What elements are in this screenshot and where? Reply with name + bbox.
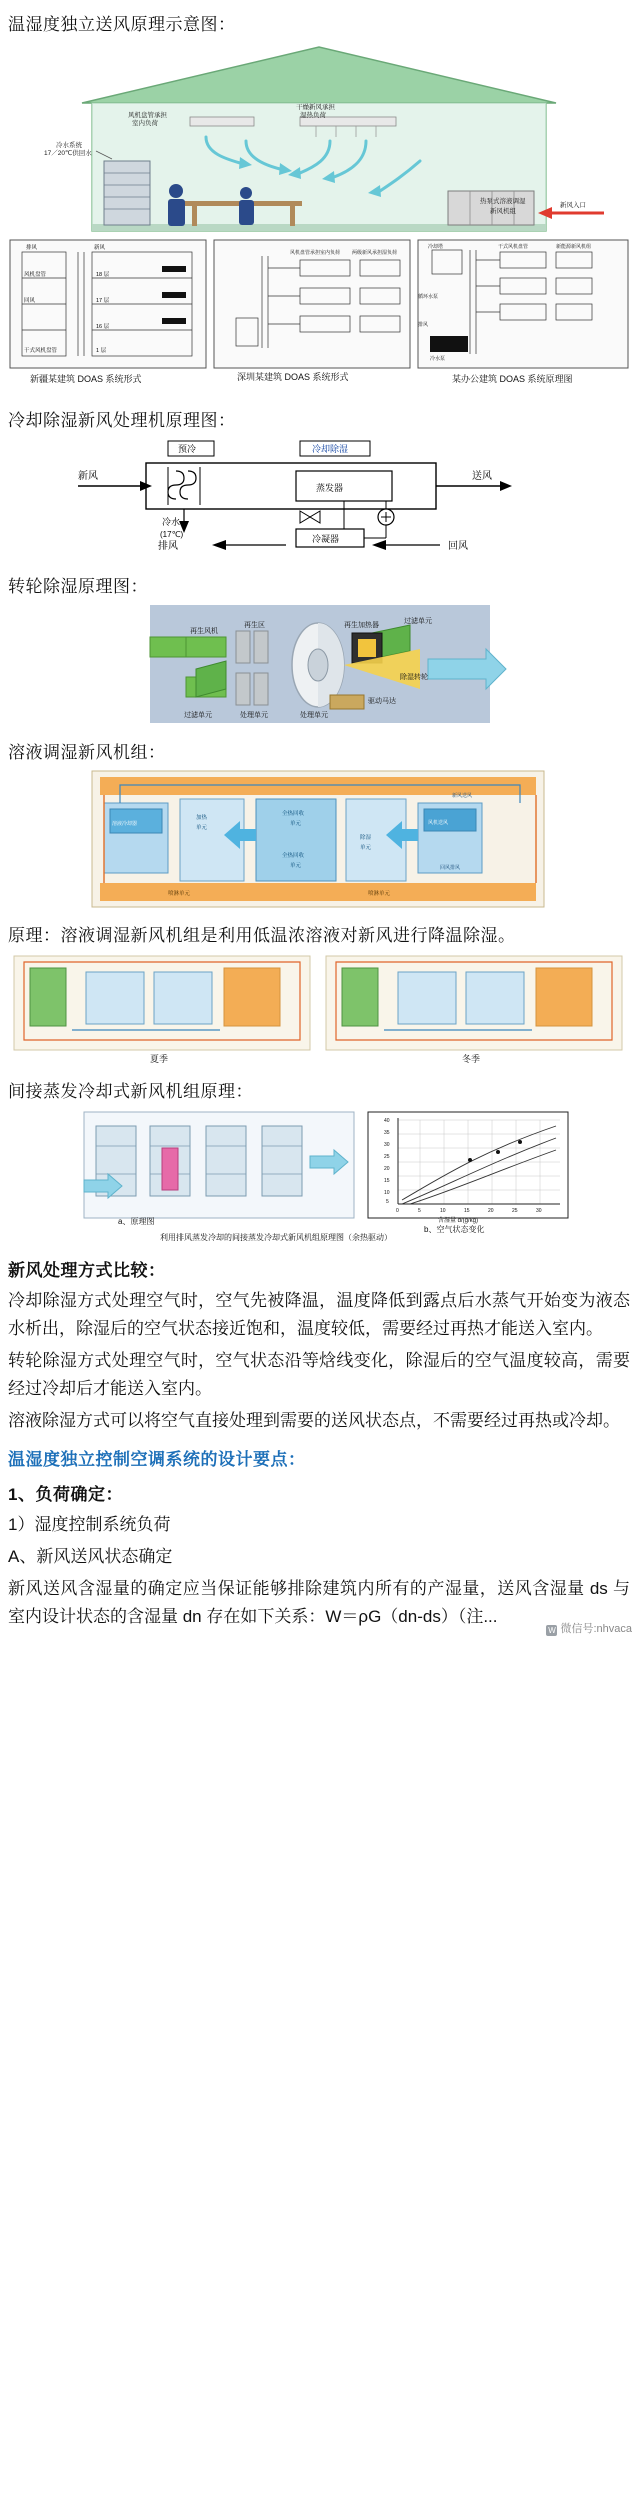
svg-text:利用排风蒸发冷却的间接蒸发冷却式新风机组原理图（余热驱动）: 利用排风蒸发冷却的间接蒸发冷却式新风机组原理图（余热驱动） <box>160 1233 392 1242</box>
paragraph-cooling-dehum: 冷却除湿方式处理空气时，空气先被降温，温度降低到露点后水蒸气开始变为液态水析出，除湿后的空气状态接近饱和，温度较低，需要经过再热才能送入室内。 <box>8 1291 630 1338</box>
svg-text:加热: 加热 <box>196 815 208 821</box>
svg-text:风机送风: 风机送风 <box>428 820 449 826</box>
svg-text:全热回收: 全热回收 <box>282 853 305 859</box>
heading-8: 温湿度独立控制空调系统的设计要点： <box>8 1450 306 1469</box>
heading-4: 溶液调湿新风机组： <box>8 743 166 762</box>
svg-text:除湿: 除湿 <box>360 835 372 841</box>
svg-text:冷水: 冷水 <box>162 517 181 527</box>
svg-text:新风送风: 新风送风 <box>452 793 473 799</box>
svg-text:回风排风: 回风排风 <box>440 865 461 871</box>
heading-9: 1、负荷确定： <box>8 1485 123 1504</box>
svg-text:5: 5 <box>418 1208 421 1214</box>
svg-text:风机盘管承担室内负荷: 风机盘管承担室内负荷 <box>290 250 341 256</box>
svg-text:再生风机: 再生风机 <box>190 628 218 635</box>
svg-text:风机盘管承担: 风机盘管承担 <box>128 112 167 119</box>
svg-text:新风机组: 新风机组 <box>490 208 516 215</box>
svg-text:溶液冷却器: 溶液冷却器 <box>112 821 138 827</box>
svg-text:30: 30 <box>384 1142 390 1148</box>
svg-text:深圳某建筑 DOAS 系统形式: 深圳某建筑 DOAS 系统形式 <box>237 372 349 382</box>
svg-text:冷凝器: 冷凝器 <box>312 534 340 544</box>
svg-text:热泵式溶液调湿: 热泵式溶液调湿 <box>480 198 526 205</box>
svg-text:冷却除湿: 冷却除湿 <box>312 444 349 454</box>
svg-text:5: 5 <box>386 1199 389 1205</box>
heading-5: 原理：溶液调湿新风机组是利用低温浓溶液对新风进行降温除湿。 <box>8 926 516 945</box>
svg-text:冷却塔: 冷却塔 <box>428 244 444 250</box>
svg-text:35: 35 <box>384 1130 390 1136</box>
svg-text:新能源新风机组: 新能源新风机组 <box>556 244 592 250</box>
svg-text:喷淋单元: 喷淋单元 <box>368 891 391 897</box>
svg-text:(17℃): (17℃) <box>160 530 184 539</box>
svg-text:处理单元: 处理单元 <box>240 712 268 719</box>
svg-text:处理单元: 处理单元 <box>300 712 328 719</box>
figure-house-schematic <box>0 41 638 236</box>
svg-text:冷水系统: 冷水系统 <box>56 142 82 149</box>
figure-indirect-evaporative <box>0 1108 638 1246</box>
svg-text:全热回收: 全热回收 <box>282 811 305 817</box>
svg-text:排风: 排风 <box>158 541 178 552</box>
svg-text:16 层: 16 层 <box>96 324 110 330</box>
svg-text:干式风机盘管: 干式风机盘管 <box>24 348 58 354</box>
svg-text:两级新风承担湿负荷: 两级新风承担湿负荷 <box>352 250 398 256</box>
heading-2: 冷却除湿新风处理机原理图： <box>8 411 236 430</box>
svg-text:a、原理图: a、原理图 <box>118 1217 155 1226</box>
heading-3: 转轮除湿原理图： <box>8 577 148 596</box>
svg-text:单元: 单元 <box>196 825 208 831</box>
svg-text:1 层: 1 层 <box>96 348 107 354</box>
svg-text:回风: 回风 <box>24 298 36 304</box>
paragraph-supply-humidity: 新风送风含湿量的确定应当保证能够排除建筑内所有的产湿量，送风含湿量 ds 与室内设计状态的含湿量 dn 存在如下关系：W＝ρG（dn-ds）（注... <box>8 1579 630 1626</box>
svg-text:驱动马达: 驱动马达 <box>368 698 396 705</box>
svg-text:除湿转轮: 除湿转轮 <box>400 674 428 681</box>
svg-text:10: 10 <box>440 1208 446 1214</box>
svg-text:排风: 排风 <box>418 322 429 328</box>
heading-11: A、新风送风状态确定 <box>8 1547 173 1566</box>
figure-desiccant-wheel <box>0 603 638 728</box>
svg-text:冷水泵: 冷水泵 <box>430 356 446 362</box>
svg-text:新风: 新风 <box>78 471 98 482</box>
svg-text:20: 20 <box>488 1208 494 1214</box>
heading-7: 新风处理方式比较： <box>8 1261 166 1280</box>
svg-text:单元: 单元 <box>360 845 372 851</box>
svg-text:新风: 新风 <box>94 245 106 251</box>
figure-doas-systems <box>0 236 638 396</box>
paragraph-wheel-dehum: 转轮除湿方式处理空气时，空气状态沿等焓线变化，除湿后的空气温度较高，需要经过冷却后才能送入室内。 <box>8 1351 630 1398</box>
svg-text:新风入口: 新风入口 <box>560 202 586 209</box>
svg-text:含湿量 d/(g/kg): 含湿量 d/(g/kg) <box>438 1218 479 1224</box>
svg-text:排风: 排风 <box>26 245 38 251</box>
svg-text:循环水泵: 循环水泵 <box>418 294 439 300</box>
svg-text:预冷: 预冷 <box>178 444 197 454</box>
svg-text:室内负荷: 室内负荷 <box>132 120 158 127</box>
svg-text:40: 40 <box>384 1118 390 1124</box>
svg-text:0: 0 <box>396 1208 399 1214</box>
svg-text:送风: 送风 <box>472 471 492 482</box>
svg-text:回风: 回风 <box>448 541 468 552</box>
svg-text:夏季: 夏季 <box>150 1054 169 1064</box>
svg-text:过滤单元: 过滤单元 <box>404 618 432 625</box>
wechat-icon: W <box>548 1626 556 1635</box>
svg-text:25: 25 <box>384 1154 390 1160</box>
svg-text:17 层: 17 层 <box>96 298 110 304</box>
figure-solution-ahu <box>0 769 638 911</box>
svg-text:蒸发器: 蒸发器 <box>316 483 344 493</box>
svg-text:干式风机盘管: 干式风机盘管 <box>498 244 529 250</box>
svg-text:单元: 单元 <box>290 863 302 869</box>
watermark-text: 微信号:nhvaca <box>560 1623 632 1635</box>
svg-text:b、空气状态变化: b、空气状态变化 <box>424 1225 485 1234</box>
svg-text:冬季: 冬季 <box>462 1054 481 1064</box>
svg-text:单元: 单元 <box>290 821 302 827</box>
svg-text:新疆某建筑 DOAS 系统形式: 新疆某建筑 DOAS 系统形式 <box>30 374 142 384</box>
heading-6: 间接蒸发冷却式新风机组原理： <box>8 1082 253 1101</box>
svg-text:某办公建筑 DOAS 系统原理图: 某办公建筑 DOAS 系统原理图 <box>452 374 573 384</box>
svg-text:湿热负荷: 湿热负荷 <box>300 112 326 119</box>
heading-10: 1）湿度控制系统负荷 <box>8 1515 171 1534</box>
svg-text:30: 30 <box>536 1208 542 1214</box>
svg-text:再生加热器: 再生加热器 <box>344 622 379 629</box>
svg-text:喷淋单元: 喷淋单元 <box>168 891 191 897</box>
svg-text:10: 10 <box>384 1190 390 1196</box>
document-page <box>0 10 638 1639</box>
svg-text:18 层: 18 层 <box>96 272 110 278</box>
svg-text:20: 20 <box>384 1166 390 1172</box>
svg-text:风机盘管: 风机盘管 <box>24 272 47 278</box>
svg-text:17／20℃供回水: 17／20℃供回水 <box>44 150 92 157</box>
svg-text:25: 25 <box>512 1208 518 1214</box>
figure-cooling-dehumidifier <box>0 437 638 562</box>
svg-text:15: 15 <box>384 1178 390 1184</box>
svg-text:15: 15 <box>464 1208 470 1214</box>
watermark <box>546 1620 632 1636</box>
heading-1: 温湿度独立送风原理示意图： <box>8 15 236 34</box>
svg-text:再生区: 再生区 <box>244 622 265 629</box>
paragraph-solution-dehum: 溶液除湿方式可以将空气直接处理到需要的送风状态点，不需要经过再热或冷却。 <box>8 1411 620 1430</box>
svg-text:过滤单元: 过滤单元 <box>184 712 212 719</box>
svg-text:干燥新风承担: 干燥新风承担 <box>296 104 335 111</box>
figure-summer-winter <box>0 952 638 1067</box>
